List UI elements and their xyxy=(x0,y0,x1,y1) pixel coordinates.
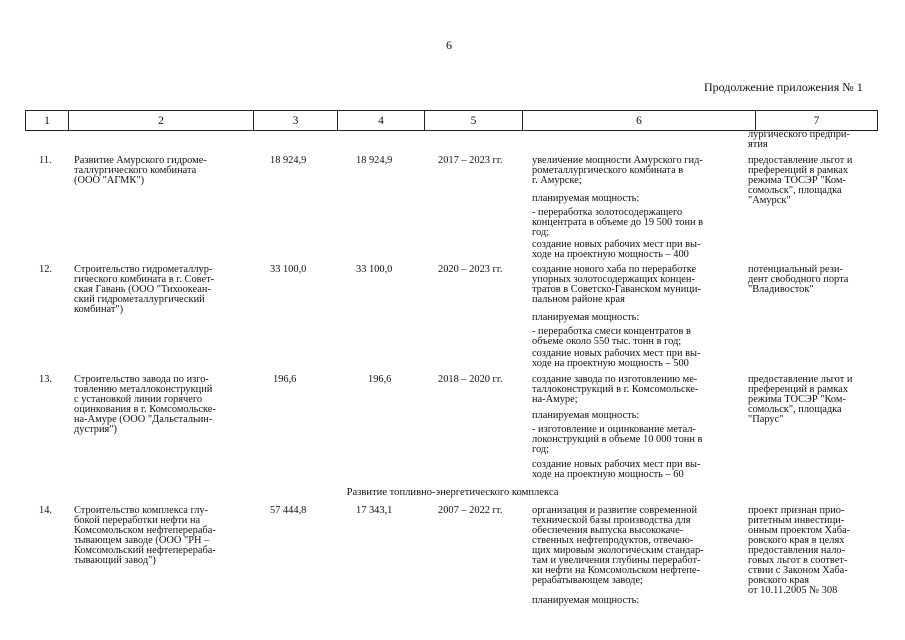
description-line: создание новых рабочих мест при вы- ходе на проектную мощность – 60 xyxy=(532,459,701,480)
funding-amount: 17 343,1 xyxy=(356,505,393,516)
period: 2017 – 2023 гг. xyxy=(438,155,503,166)
note: предоставление льгот и преференций в рамках режима ТОСЭР "Ком- сомольск", площадка "Парус" xyxy=(748,374,853,425)
col-header-2: 2 xyxy=(69,111,254,131)
funding-amount: 196,6 xyxy=(368,374,392,385)
description-line: планируемая мощность: xyxy=(532,595,640,606)
period: 2018 – 2020 гг. xyxy=(438,374,503,385)
row-number: 13. xyxy=(39,374,52,385)
col-header-6: 6 xyxy=(523,111,756,131)
period: 2020 – 2023 гг. xyxy=(438,264,503,275)
page-number: 6 xyxy=(446,38,452,52)
col-header-3: 3 xyxy=(254,111,338,131)
note: предоставление льгот и преференций в рамках режима ТОСЭР "Ком- сомольск", площадка "Амурск" xyxy=(748,155,853,206)
col-header-1: 1 xyxy=(26,111,69,131)
funding-amount: 18 924,9 xyxy=(356,155,393,166)
total-cost: 57 444,8 xyxy=(270,505,307,516)
col-header-4: 4 xyxy=(338,111,425,131)
project-name: Строительство гидрометаллур- гического комбината в г. Совет- ская Гавань (ООО "Тихоокеан- ский гидрометаллургический комбинат") xyxy=(74,264,215,315)
description-line: организация и развитие современной технической базы производства для обеспечения выпуска высококаче- ственных нефтепродуктов, отвечаю- щих мировым экологическим стандар- там и увеличения глубины переработ- ки нефти на Комсомольском нефтепе- рерабатывающем заводе; xyxy=(532,505,704,586)
description-line: создание новых рабочих мест при вы- ходе на проектную мощность – 400 xyxy=(532,239,701,260)
note: потенциальный рези- дент свободного порта "Владивосток" xyxy=(748,264,849,295)
description-line: - переработка смеси концентратов в объеме около 550 тыс. тонн в год; xyxy=(532,326,691,347)
continuation-label: Продолжение приложения № 1 xyxy=(704,80,863,94)
project-name: Строительство комплекса глу- бокой переработки нефти на Комсомольском нефтеперераба- тывающем заводе (ООО "РН – Комсомольский нефтеперераба- тывающий завод") xyxy=(74,505,216,566)
total-cost: 18 924,9 xyxy=(270,155,307,166)
description-line: создание завода по изготовлению ме- таллоконструкций в г. Комсомольске- на-Амуре; xyxy=(532,374,699,405)
column-header-table xyxy=(25,110,878,131)
description-line: планируемая мощность: xyxy=(532,410,640,421)
period: 2007 – 2022 гг. xyxy=(438,505,503,516)
description-line: - переработка золотосодержащего концентрата в объеме до 19 500 тонн в год; xyxy=(532,207,704,238)
row-number: 14. xyxy=(39,505,52,516)
total-cost: 33 100,0 xyxy=(270,264,307,275)
row-number: 12. xyxy=(39,264,52,275)
total-cost: 196,6 xyxy=(273,374,297,385)
description-line: создание новых рабочих мест при вы- ходе на проектную мощность – 500 xyxy=(532,348,701,369)
description-line: планируемая мощность: xyxy=(532,312,640,323)
project-name: Строительство завода по изго- товлению металлоконструкций с установкой линии горячего оцинкования в г. Комсомольске- на-Амуре (ООО "Дальстальин- дустрия") xyxy=(74,374,216,435)
description-line: - изготовление и оцинкование метал- локонструкций в объеме 10 000 тонн в год; xyxy=(532,424,703,455)
project-name: Развитие Амурского гидроме- таллургического комбината (ООО "АГМК") xyxy=(74,155,207,186)
carry-over-note: лургического предпри- ятия xyxy=(748,129,850,150)
col-header-7: 7 xyxy=(756,111,878,131)
description-line: планируемая мощность: xyxy=(532,193,640,204)
description-line: создание нового хаба по переработке упорных золотосодержащих концен- тратов в Советско-Гаванском муници- пальном районе края xyxy=(532,264,701,305)
row-number: 11. xyxy=(39,155,52,166)
note: проект признан прио- ритетным инвестици- онным проектом Хаба- ровского края в целях предоставления нало- говых льгот в соответ- ствии с Законом Хаба- ровского края от 10.11.2005 № 308 xyxy=(748,505,851,596)
col-header-5: 5 xyxy=(425,111,523,131)
description-line: увеличение мощности Амурского гид- рометаллургического комбината в г. Амурске; xyxy=(532,155,703,186)
funding-amount: 33 100,0 xyxy=(356,264,393,275)
section-title: Развитие топливно-энергетического комплекса xyxy=(346,487,559,498)
